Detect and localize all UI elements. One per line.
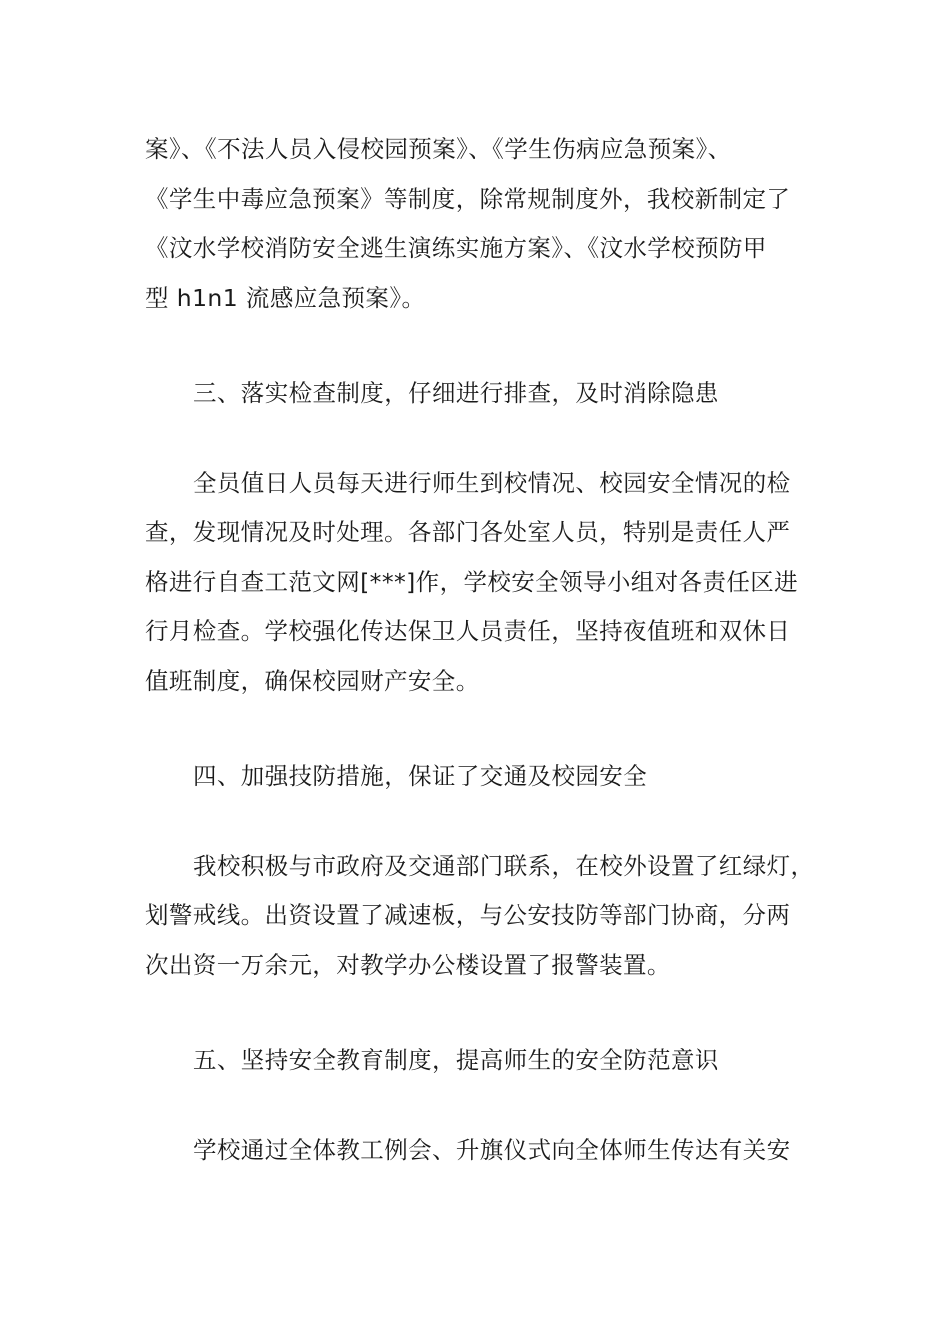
text-line: 学校通过全体教工例会、升旗仪式向全体师生传达有关安 [193, 1135, 791, 1164]
text-line: 查，发现情况及时处理。各部门各处室人员，特别是责任人严 [145, 518, 791, 546]
section-heading-five: 五、坚持安全教育制度，提高师生的安全防范意识 [193, 1046, 719, 1074]
paragraph-traffic-safety [145, 842, 815, 991]
text-line: 值班制度，确保校园财产安全。 [145, 666, 480, 695]
document-body [145, 125, 815, 1175]
paragraph-safety-education [145, 1126, 810, 1176]
paragraph-inspection [145, 459, 810, 707]
text-line: 《学生中毒应急预案》等制度，除常规制度外，我校新制定了 [145, 184, 791, 213]
text-line: 行月检查。学校强化传达保卫人员责任，坚持夜值班和双休日 [145, 617, 791, 645]
text-line: 全员值日人员每天进行师生到校情况、校园安全情况的检 [193, 468, 791, 497]
section-heading-three: 三、落实检查制度，仔细进行排查，及时消除隐患 [193, 379, 719, 407]
text-line: 划警戒线。出资设置了减速板，与公安技防等部门协商，分两 [145, 901, 791, 929]
section-heading-four: 四、加强技防措施，保证了交通及校园安全 [193, 762, 648, 790]
text-line: 《汶水学校消防安全逃生演练实施方案》、《汶水学校预防甲 [145, 234, 767, 262]
text-line: 格进行自查工范文网[***]作，学校安全领导小组对各责任区进 [145, 567, 799, 596]
text-line: 我校积极与市政府及交通部门联系，在校外设置了红绿灯， [193, 851, 815, 880]
text-line: 型 h1n1 流感应急预案》。 [145, 283, 426, 312]
text-line: 次出资一万余元，对教学办公楼设置了报警装置。 [145, 950, 671, 979]
text-line: 案》、《不法人员入侵校园预案》、《学生伤病应急预案》、 [145, 135, 732, 163]
paragraph-plans-list [145, 125, 810, 323]
